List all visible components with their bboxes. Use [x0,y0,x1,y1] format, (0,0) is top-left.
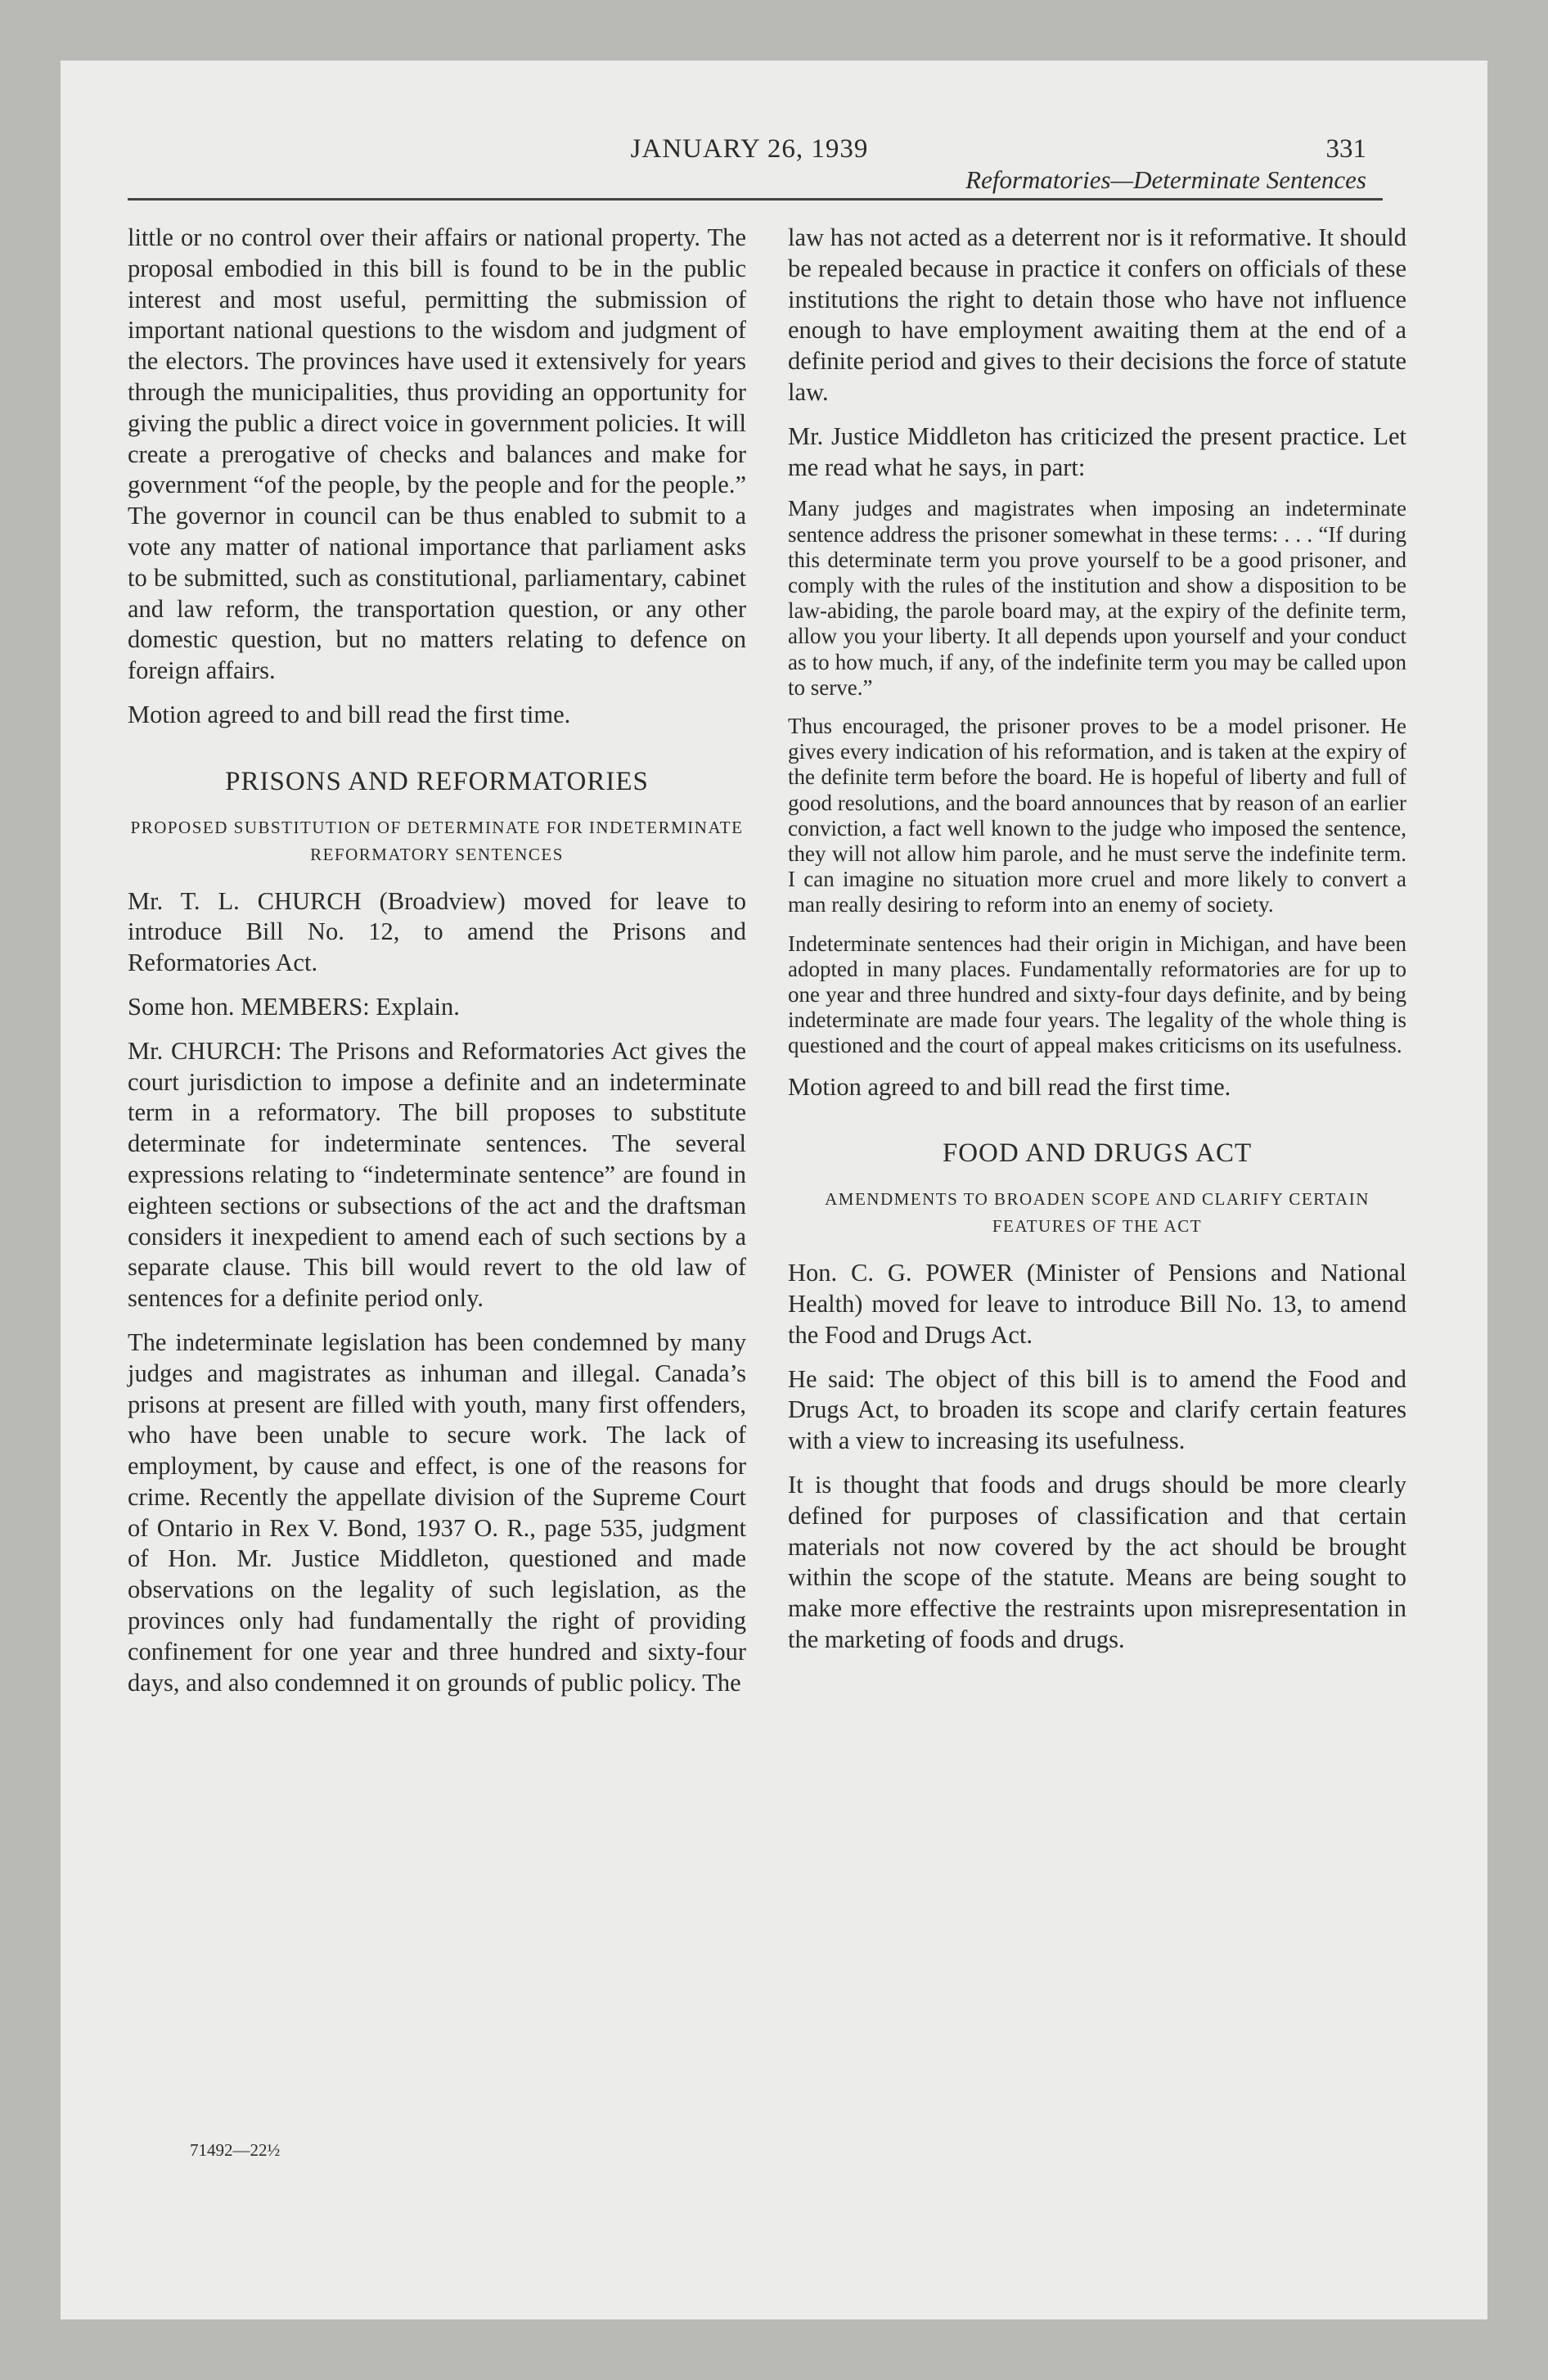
section-title: FOOD AND DRUGS ACT [942,1138,1253,1169]
paragraph: Some hon. MEMBERS: Explain. [128,992,460,1021]
left-column [128,223,746,1711]
page-header [128,77,1383,200]
paragraph: Mr. T. L. CHURCH (Broadview) moved for leave to introduce Bill No. 12, to amend the Prisons and Reformatories Act. [128,886,746,977]
paragraph: Hon. C. G. POWER (Minister of Pensions and National Health) moved for leave to introduce Bill No. 13, to amend the Food and Drugs Act. [788,1259,1406,1349]
print-code: 71492—22½ [190,2140,281,2160]
header-date: JANUARY 26, 1939 [630,134,869,164]
block-quote: Thus encouraged, the prisoner proves to be a model prisoner. He gives every indication of his reformation, and is taken at the expiry of the definite term before the board. He is hopeful of liberty and full of good resolutions, and the board announces that by reason of an earlier conviction, a fact well known to the judge who imposed the sentence, they will not allow him parole, and he must serve the indefinite term. I can imagine no situation more cruel and more likely to convert a man really desiring to reform into an enemy of society. [788,714,1406,917]
paragraph: Mr. Justice Middleton has criticized the present practice. Let me read what he says, in part: [788,421,1406,481]
paragraph: Motion agreed to and bill read the first time. [128,700,571,728]
header-subtitle: Reformatories—Determinate Sentences [965,165,1366,194]
paragraph: It is thought that foods and drugs should be more clearly defined for purposes of classification and that certain materials not now covered by the act should be brought within the scope of the statute. Means are being sought to make more effective the restraints upon misrepresentation in the marketing of foods and drugs. [788,1471,1406,1653]
block-quote: Indeterminate sentences had their origin in Michigan, and have been adopted in many places. Fundamentally reformatories are for up to one year and three hundred and sixty-four days definite, and by being indeterminate are made four years. The legality of the whole thing is questioned and the court of appeal makes criticisms on its usefulness. [788,931,1406,1058]
paragraph: Mr. CHURCH: The Prisons and Reformatories Act gives the court jurisdiction to impose a definite and an indeterminate term in a reformatory. The bill proposes to substitute determinate for indeterminate sentences. The several expressions relating to “indeterminate sentence” are found in eighteen sections or subsections of the act and the draftsman considers it inexpedient to amend each of such sections by a separate clause. This bill would revert to the old law of sentences for a definite period only. [128,1036,746,1313]
block-quote: Many judges and magistrates when imposing an indeterminate sentence address the prisoner somewhat in these terms: . . . “If during this determinate term you prove yourself to be a good prisoner, and comply with the rules of the institution and show a disposition to be law-abiding, the parole board may, at the expiry of the definite term, allow you your liberty. It all depends upon yourself and your conduct as to how much, if any, of the indefinite term you may be called upon to serve.” [788,496,1406,700]
right-column [788,223,1406,1669]
page-number: 331 [1325,134,1366,164]
paragraph: law has not acted as a deterrent nor is it reformative. It should be repealed because in practice it confers on officials of these institutions the right to detain those who have not influence enough to have employment awaiting them at the end of a definite period and gives to their decisions the force of statute law. [788,223,1406,406]
paragraph: little or no control over their affairs or national property. The proposal embodied in this bill is found to be in the public interest and most useful, permitting the submission of important national questions to the wisdom and judgment of the electors. The provinces have used it extensively for years through the municipalities, thus providing an opportunity for giving the public a direct voice in government policies. It will create a prerogative of checks and balances and make for government “of the people, by the people and for the people.” The governor in council can be thus enabled to submit to a vote any matter of national importance that parliament asks to be submitted, such as constitutional, parliamentary, cabinet and law reform, the transportation question, or any other domestic question, but no matters relating to defence on foreign affairs. [128,223,746,685]
section-title: PRISONS AND REFORMATORIES [225,766,649,796]
header-rule [128,198,1383,201]
section-subtitle: PROPOSED SUBSTITUTION OF DETERMINATE FOR INDETERMINATE REFORMATORY SENTENCES [130,817,744,864]
paragraph: The indeterminate legislation has been condemned by many judges and magistrates as inhuman and illegal. Canada’s prisons at present are filled with youth, many first offenders, who have been unable to secure work. The lack of employment, by cause and effect, is one of the reasons for crime. Recently the appellate division of the Supreme Court of Ontario in Rex V. Bond, 1937 O. R., page 535, judgment of Hon. Mr. Justice Middleton, questioned and made observations on the legality of such legislation, as the provinces only had fundamentally the right of providing confinement for one year and three hundred and sixty-four days, and also condemned it on grounds of public policy. The [128,1327,746,1697]
paragraph: Motion agreed to and bill read the first time. [788,1072,1231,1101]
paragraph: He said: The object of this bill is to amend the Food and Drugs Act, to broaden its scope and clarify certain features with a view to increasing its usefulness. [788,1364,1406,1455]
section-subtitle: AMENDMENTS TO BROADEN SCOPE AND CLARIFY CERTAIN FEATURES OF THE ACT [825,1189,1370,1237]
